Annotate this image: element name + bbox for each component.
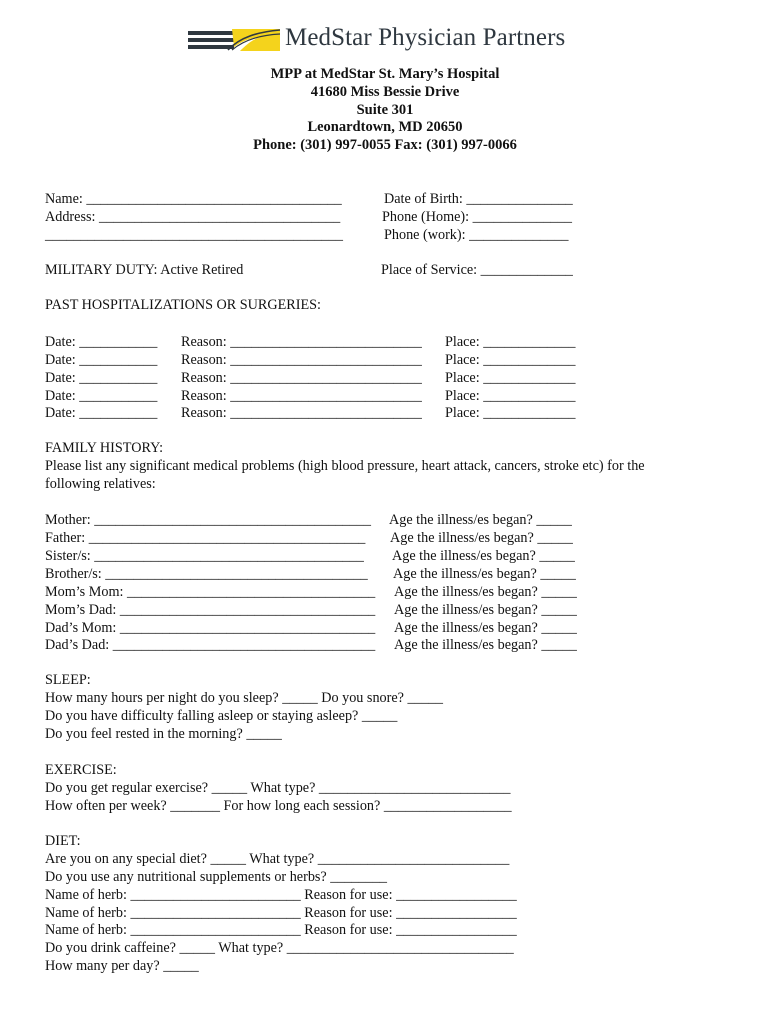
family-relative-field[interactable]: Father: _______________________________________ <box>45 530 366 546</box>
herb-field[interactable]: Name of herb: ________________________ Reason for use: _________________ <box>45 905 517 921</box>
family-history-instruction-cont: following relatives: <box>45 476 156 492</box>
family-age-field[interactable]: Age the illness/es began? _____ <box>394 620 577 636</box>
hosp-date-field[interactable]: Date: ___________ <box>45 352 158 368</box>
diet-heading: DIET: <box>45 833 81 849</box>
practice-city: Leonardtown, MD 20650 <box>307 119 463 136</box>
practice-phone-fax: Phone: (301) 997-0055 Fax: (301) 997-0066 <box>253 137 517 154</box>
address-line2-field[interactable]: __________________________________________ <box>45 227 343 243</box>
sleep-difficulty-question[interactable]: Do you have difficulty falling asleep or staying asleep? _____ <box>45 708 398 724</box>
family-age-field[interactable]: Age the illness/es began? _____ <box>394 637 577 653</box>
sleep-rested-question[interactable]: Do you feel rested in the morning? _____ <box>45 726 282 742</box>
practice-header <box>0 66 770 155</box>
family-relative-field[interactable]: Brother/s: _____________________________________ <box>45 566 368 582</box>
hosp-reason-field[interactable]: Reason: ___________________________ <box>181 405 422 421</box>
practice-name: MPP at MedStar St. Mary’s Hospital <box>270 66 500 82</box>
herb-field[interactable]: Name of herb: ________________________ Reason for use: _________________ <box>45 887 517 903</box>
exercise-regular-question[interactable]: Do you get regular exercise? _____ What type? ___________________________ <box>45 780 511 796</box>
hosp-date-field[interactable]: Date: ___________ <box>45 405 158 421</box>
hospitalizations-heading: PAST HOSPITALIZATIONS OR SURGERIES: <box>45 297 321 313</box>
practice-street: 41680 Miss Bessie Drive <box>310 83 460 100</box>
military-duty[interactable]: MILITARY DUTY: Active Retired <box>45 262 244 278</box>
exercise-heading: EXERCISE: <box>45 762 117 778</box>
family-history-instruction: Please list any significant medical problems (high blood pressure, heart attack, cancers, stroke etc) for the <box>45 458 645 474</box>
hosp-reason-field[interactable]: Reason: ___________________________ <box>181 334 422 350</box>
hosp-reason-field[interactable]: Reason: ___________________________ <box>181 352 422 368</box>
diet-supplements-question[interactable]: Do you use any nutritional supplements or herbs? ________ <box>45 869 388 885</box>
diet-special-question[interactable]: Are you on any special diet? _____ What type? ___________________________ <box>45 851 510 867</box>
caffeine-per-day-question[interactable]: How many per day? _____ <box>45 958 199 974</box>
phone-work-field[interactable]: Phone (work): ______________ <box>384 227 569 243</box>
family-age-field[interactable]: Age the illness/es began? _____ <box>394 602 577 618</box>
family-history-heading: FAMILY HISTORY: <box>45 440 164 456</box>
medstar-logo-mark-icon <box>188 29 280 51</box>
sleep-heading: SLEEP: <box>45 672 91 688</box>
family-relative-field[interactable]: Dad’s Dad: _____________________________________ <box>45 637 376 653</box>
exercise-frequency-question[interactable]: How often per week? _______ For how long each session? __________________ <box>45 798 512 814</box>
phone-home-field[interactable]: Phone (Home): ______________ <box>382 209 572 225</box>
dob-field[interactable]: Date of Birth: _______________ <box>384 191 573 207</box>
hosp-place-field[interactable]: Place: _____________ <box>445 405 576 421</box>
family-relative-field[interactable]: Mom’s Dad: ____________________________________ <box>45 602 376 618</box>
practice-suite: Suite 301 <box>356 101 414 118</box>
hosp-place-field[interactable]: Place: _____________ <box>445 370 576 386</box>
place-of-service-field[interactable]: Place of Service: _____________ <box>381 262 573 278</box>
family-age-field[interactable]: Age the illness/es began? _____ <box>390 530 573 546</box>
hosp-date-field[interactable]: Date: ___________ <box>45 370 158 386</box>
name-field[interactable]: Name: ____________________________________ <box>45 191 342 207</box>
family-age-field[interactable]: Age the illness/es began? _____ <box>393 566 576 582</box>
hosp-date-field[interactable]: Date: ___________ <box>45 388 158 404</box>
hosp-place-field[interactable]: Place: _____________ <box>445 388 576 404</box>
sleep-hours-question[interactable]: How many hours per night do you sleep? _____ Do you snore? _____ <box>45 690 443 706</box>
caffeine-question[interactable]: Do you drink caffeine? _____ What type? ________________________________ <box>45 940 514 956</box>
herb-field[interactable]: Name of herb: ________________________ Reason for use: _________________ <box>45 922 517 938</box>
hosp-place-field[interactable]: Place: _____________ <box>445 352 576 368</box>
family-relative-field[interactable]: Mom’s Mom: ___________________________________ <box>45 584 376 600</box>
logo-text: MedStar Physician Partners <box>285 24 566 51</box>
hosp-date-field[interactable]: Date: ___________ <box>45 334 158 350</box>
hosp-reason-field[interactable]: Reason: ___________________________ <box>181 370 422 386</box>
family-age-field[interactable]: Age the illness/es began? _____ <box>392 548 575 564</box>
family-age-field[interactable]: Age the illness/es began? _____ <box>394 584 577 600</box>
hosp-place-field[interactable]: Place: _____________ <box>445 334 576 350</box>
hosp-reason-field[interactable]: Reason: ___________________________ <box>181 388 422 404</box>
family-age-field[interactable]: Age the illness/es began? _____ <box>389 512 572 528</box>
family-relative-field[interactable]: Dad’s Mom: ____________________________________ <box>45 620 376 636</box>
medstar-logo <box>188 26 588 56</box>
family-relative-field[interactable]: Sister/s: ______________________________________ <box>45 548 364 564</box>
address-field[interactable]: Address: __________________________________ <box>45 209 341 225</box>
family-relative-field[interactable]: Mother: _______________________________________ <box>45 512 371 528</box>
